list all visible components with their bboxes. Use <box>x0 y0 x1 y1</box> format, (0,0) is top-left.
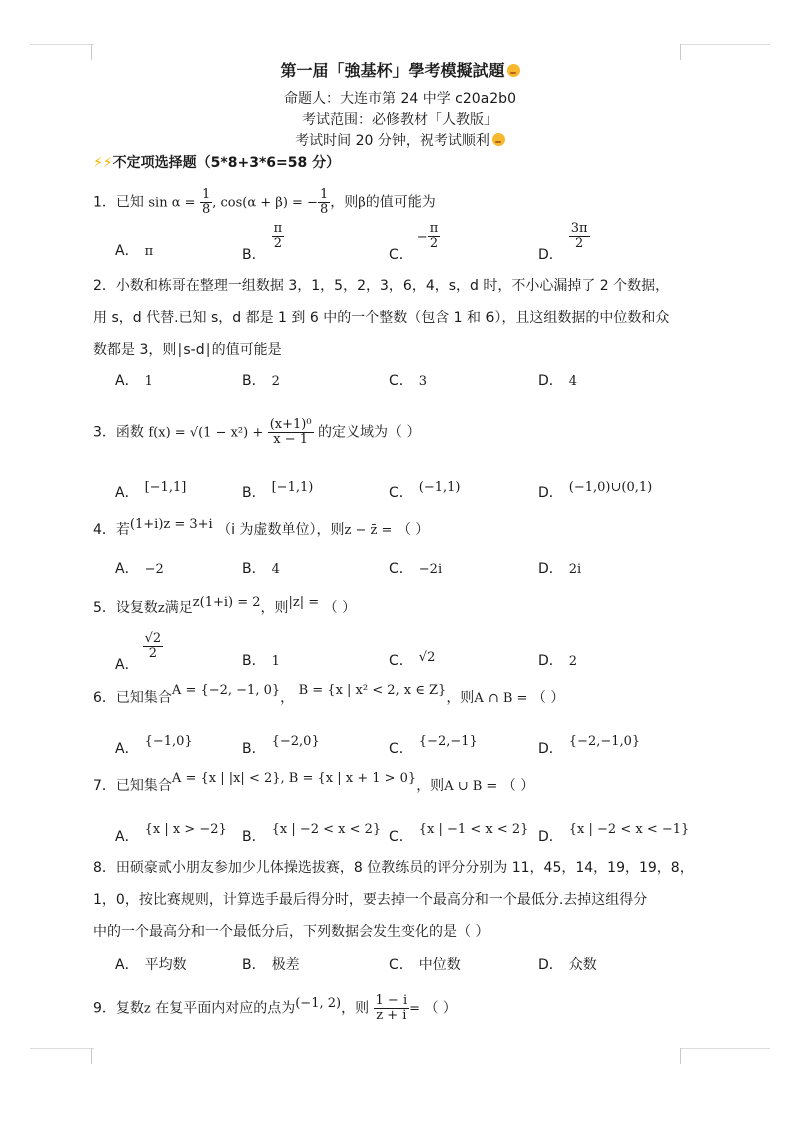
option-b[interactable]: B． $\frac{\pi}{2}$ <box>242 221 283 263</box>
question-4: 4．若(1+i)z = 3+i （i 为虚数单位），则z − z̄ = （ ） <box>93 517 430 538</box>
options-q1 <box>115 221 715 263</box>
question-5: 5．设复数z满足z(1+i) = 2，则|z| = （ ） <box>93 595 357 616</box>
option-b[interactable]: B． [−1,1) <box>242 480 314 501</box>
option-a[interactable]: A． {−1,0} <box>115 734 193 757</box>
fraction: $\frac{\text{(x+1)⁰}}{x - 1}$ <box>269 417 312 447</box>
fraction: $\frac{1}{8}$ <box>319 187 329 217</box>
option-d[interactable]: D． $\frac{3\pi}{2}$ <box>538 221 588 263</box>
scope-line: 考试范围：必修教材「人教版」 <box>302 112 498 128</box>
option-d[interactable]: D． 众数 <box>538 957 597 973</box>
option-c[interactable]: C． √2 <box>389 650 436 669</box>
option-c[interactable]: C． 中位数 <box>389 957 461 973</box>
option-c[interactable]: C． −2i <box>389 561 443 577</box>
option-b[interactable]: B． 4 <box>242 561 280 577</box>
option-b[interactable]: B． {−2,0} <box>242 734 320 757</box>
option-a[interactable]: A． 平均数 <box>115 957 187 973</box>
option-c[interactable]: C．− $\frac{\pi}{2}$ <box>389 221 439 263</box>
smile-emoji-icon <box>492 133 505 146</box>
options-q8 <box>115 954 715 976</box>
fraction: $\frac{1}{8}$ <box>201 187 211 217</box>
option-a[interactable]: A． [−1,1] <box>115 480 187 501</box>
author-line: 命题人：大连市第 24 中学 c20a2b0 <box>284 91 516 107</box>
question-7: 7．已知集合A = {x | |x| < 2}, B = {x | x + 1 > 0}，则A ∪ B = （ ） <box>93 771 535 794</box>
question-8: 8．田硕豪贰小朋友参加少儿体操选拔赛，8 位教练员的评分分别为 11，45，14，19，19，8， 1，0，按比赛规则，计算选手最后得分时，要去掉一个最高分和一个最低分.去掉这组得分 中的一个最高分和一个最低分后，下列数据会发生变化的是（ ） <box>93 860 694 940</box>
options-q6 <box>115 734 715 760</box>
question-2: 2．小数和栋哥在整理一组数据 3，1，5，2，3，6，4，s，d 时，不小心漏掉了 2 个数据， 用 s，d 代替.已知 s，d 都是 1 到 6 中的一个整数（包含 1 和 6），且这组数据的中位数和众 数都是 3，则∣s-d∣的值可能是 <box>93 278 670 358</box>
page-title: 第一届「強基杯」學考模擬試題 <box>0 58 800 81</box>
option-d[interactable]: D． {x | −2 < x < −1} <box>538 822 690 845</box>
option-a[interactable]: A． {x | x > −2} <box>115 822 227 845</box>
option-a[interactable]: A． $\frac{√2}{2}$ <box>115 631 162 673</box>
option-b[interactable]: B． {x | −2 < x < 2} <box>242 822 382 845</box>
time-line: 考试时间 20 分钟，祝考试顺利 <box>0 130 800 150</box>
option-b[interactable]: B． 极差 <box>242 957 300 973</box>
lightning-icon: ⚡⚡ <box>93 155 113 171</box>
question-9: 9．复数z 在复平面内对应的点为(−1, 2)，则 $\frac{1 - i}{z + i}$ = （ ） <box>93 993 457 1023</box>
option-d[interactable]: D． {−2,−1,0} <box>538 734 641 757</box>
section-heading: ⚡⚡不定项选择题（5*8+3*6=58 分） <box>93 155 341 171</box>
crop-mark <box>680 1048 708 1064</box>
options-q2 <box>115 370 715 392</box>
options-q4 <box>115 558 715 580</box>
option-a[interactable]: A． π <box>115 243 154 259</box>
option-b[interactable]: B． 1 <box>242 653 280 669</box>
fraction: $\frac{1 - i}{z + i}$ <box>375 993 408 1023</box>
option-c[interactable]: C． (−1,1) <box>389 480 461 501</box>
option-d[interactable]: D． 2 <box>538 653 578 669</box>
option-d[interactable]: D． 4 <box>538 373 578 389</box>
options-q5 <box>115 631 715 673</box>
option-c[interactable]: C． {x | −1 < x < 2} <box>389 822 529 845</box>
smile-emoji-icon <box>507 64 520 77</box>
option-b[interactable]: B． 2 <box>242 373 280 389</box>
question-1: 1．已知 sin α = $\frac{1}{8}$ , cos(α + β) = − $\frac{1}{8}$ ，则β的值可能为 <box>93 187 436 217</box>
option-d[interactable]: D． 2i <box>538 561 582 577</box>
options-q7 <box>115 822 715 848</box>
option-d[interactable]: D． (−1,0)∪(0,1) <box>538 480 653 501</box>
option-c[interactable]: C． {−2,−1} <box>389 734 478 757</box>
options-q3 <box>115 482 715 504</box>
option-c[interactable]: C． 3 <box>389 373 428 389</box>
option-a[interactable]: A． 1 <box>115 373 153 389</box>
question-3: 3．函数 f(x) = √(1 − x²) + $\frac{\text{(x+1)⁰}}{x - 1}$ 的定义域为（ ） <box>93 417 421 447</box>
crop-mark <box>64 1048 92 1064</box>
question-6: 6．已知集合A = {−2, −1, 0}， B = {x | x² < 2, x ∈ Z}，则A ∩ B = （ ） <box>93 683 565 706</box>
option-a[interactable]: A． −2 <box>115 561 164 577</box>
